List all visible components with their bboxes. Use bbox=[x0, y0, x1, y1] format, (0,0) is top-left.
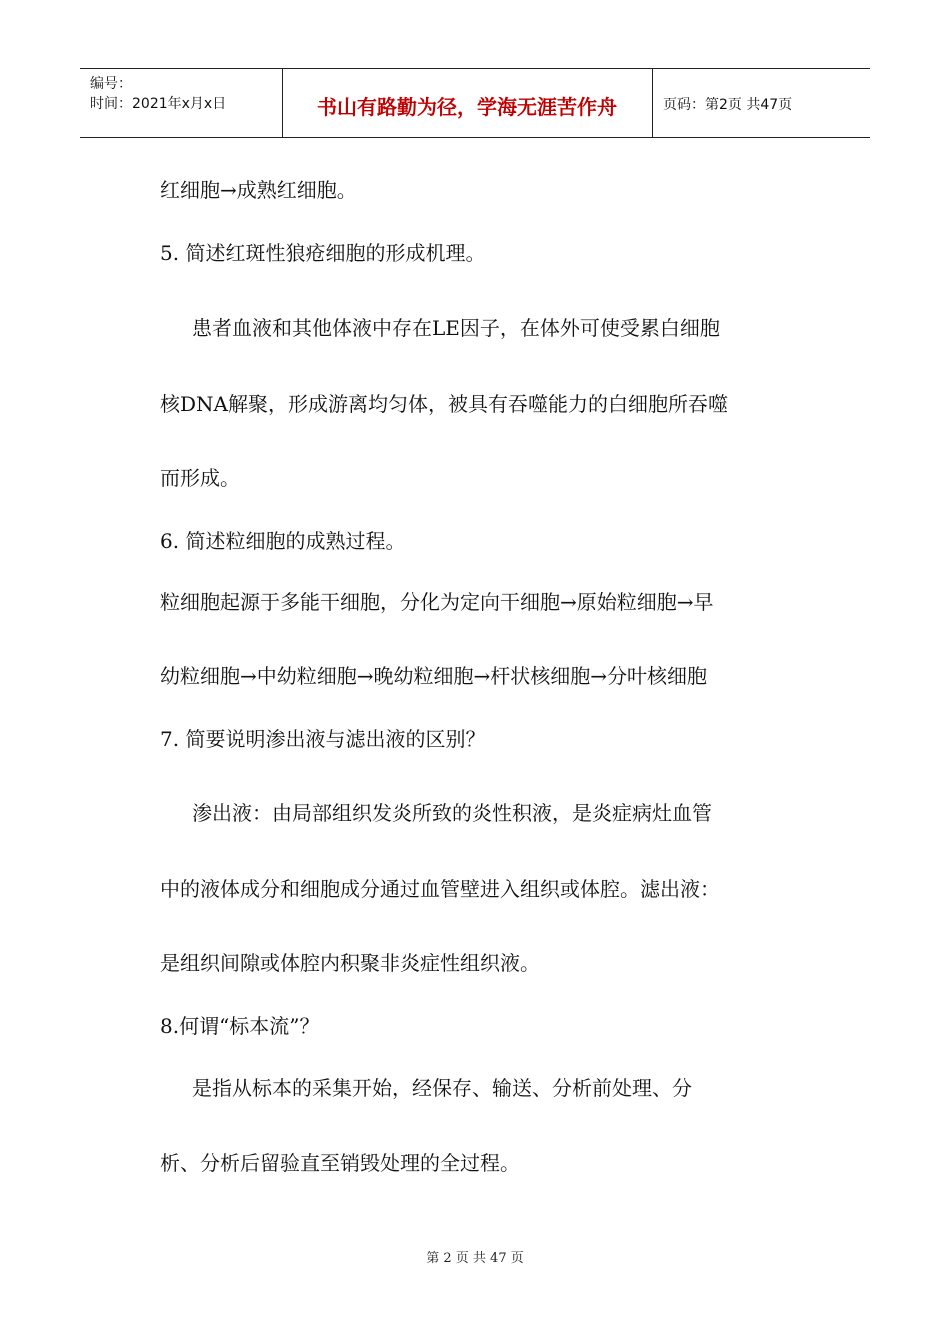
page-footer: 第 2 页 共 47 页 bbox=[426, 1251, 524, 1266]
text-line: 幼粒细胞→中幼粒细胞→晚幼粒细胞→杆状核细胞→分叶核细胞 bbox=[160, 664, 708, 688]
question-5-heading: 5. 简述红斑性狼疮细胞的形成机理。 bbox=[160, 241, 486, 265]
header-middle-cell bbox=[282, 69, 653, 137]
text-line: 而形成。 bbox=[160, 466, 240, 490]
text-line: 是指从标本的采集开始，经保存、输送、分析前处理、分 bbox=[192, 1076, 692, 1100]
text-line: 红细胞→成熟红细胞。 bbox=[160, 178, 357, 202]
header-left-cell bbox=[80, 69, 283, 137]
text-line: 粒细胞起源于多能干细胞，分化为定向干细胞→原始粒细胞→早 bbox=[160, 590, 714, 614]
question-7-heading: 7. 简要说明渗出液与滤出液的区别？ bbox=[160, 727, 486, 751]
document-number-label: 编号： bbox=[90, 76, 132, 92]
header-page-info: 页码：第2页 共47页 bbox=[663, 97, 793, 113]
text-line: 患者血液和其他体液中存在LE因子，在体外可使受累白细胞 bbox=[192, 316, 720, 340]
text-line: 核DNA解聚，形成游离均匀体，被具有吞噬能力的白细胞所吞噬 bbox=[160, 392, 728, 416]
page-header bbox=[80, 68, 870, 138]
document-date: 时间：2021年x月x日 bbox=[90, 96, 227, 112]
text-line: 渗出液：由局部组织发炎所致的炎性积液，是炎症病灶血管 bbox=[192, 801, 712, 825]
question-6-heading: 6. 简述粒细胞的成熟过程。 bbox=[160, 529, 406, 553]
header-motto: 书山有路勤为径，学海无涯苦作舟 bbox=[317, 95, 617, 119]
question-8-heading: 8.何谓“标本流”？ bbox=[160, 1014, 320, 1038]
text-line: 中的液体成分和细胞成分通过血管壁进入组织或体腔。滤出液： bbox=[160, 877, 720, 901]
header-right-cell bbox=[653, 69, 870, 137]
text-line: 是组织间隙或体腔内积聚非炎症性组织液。 bbox=[160, 951, 540, 975]
text-line: 析、分析后留验直至销毁处理的全过程。 bbox=[160, 1151, 520, 1175]
